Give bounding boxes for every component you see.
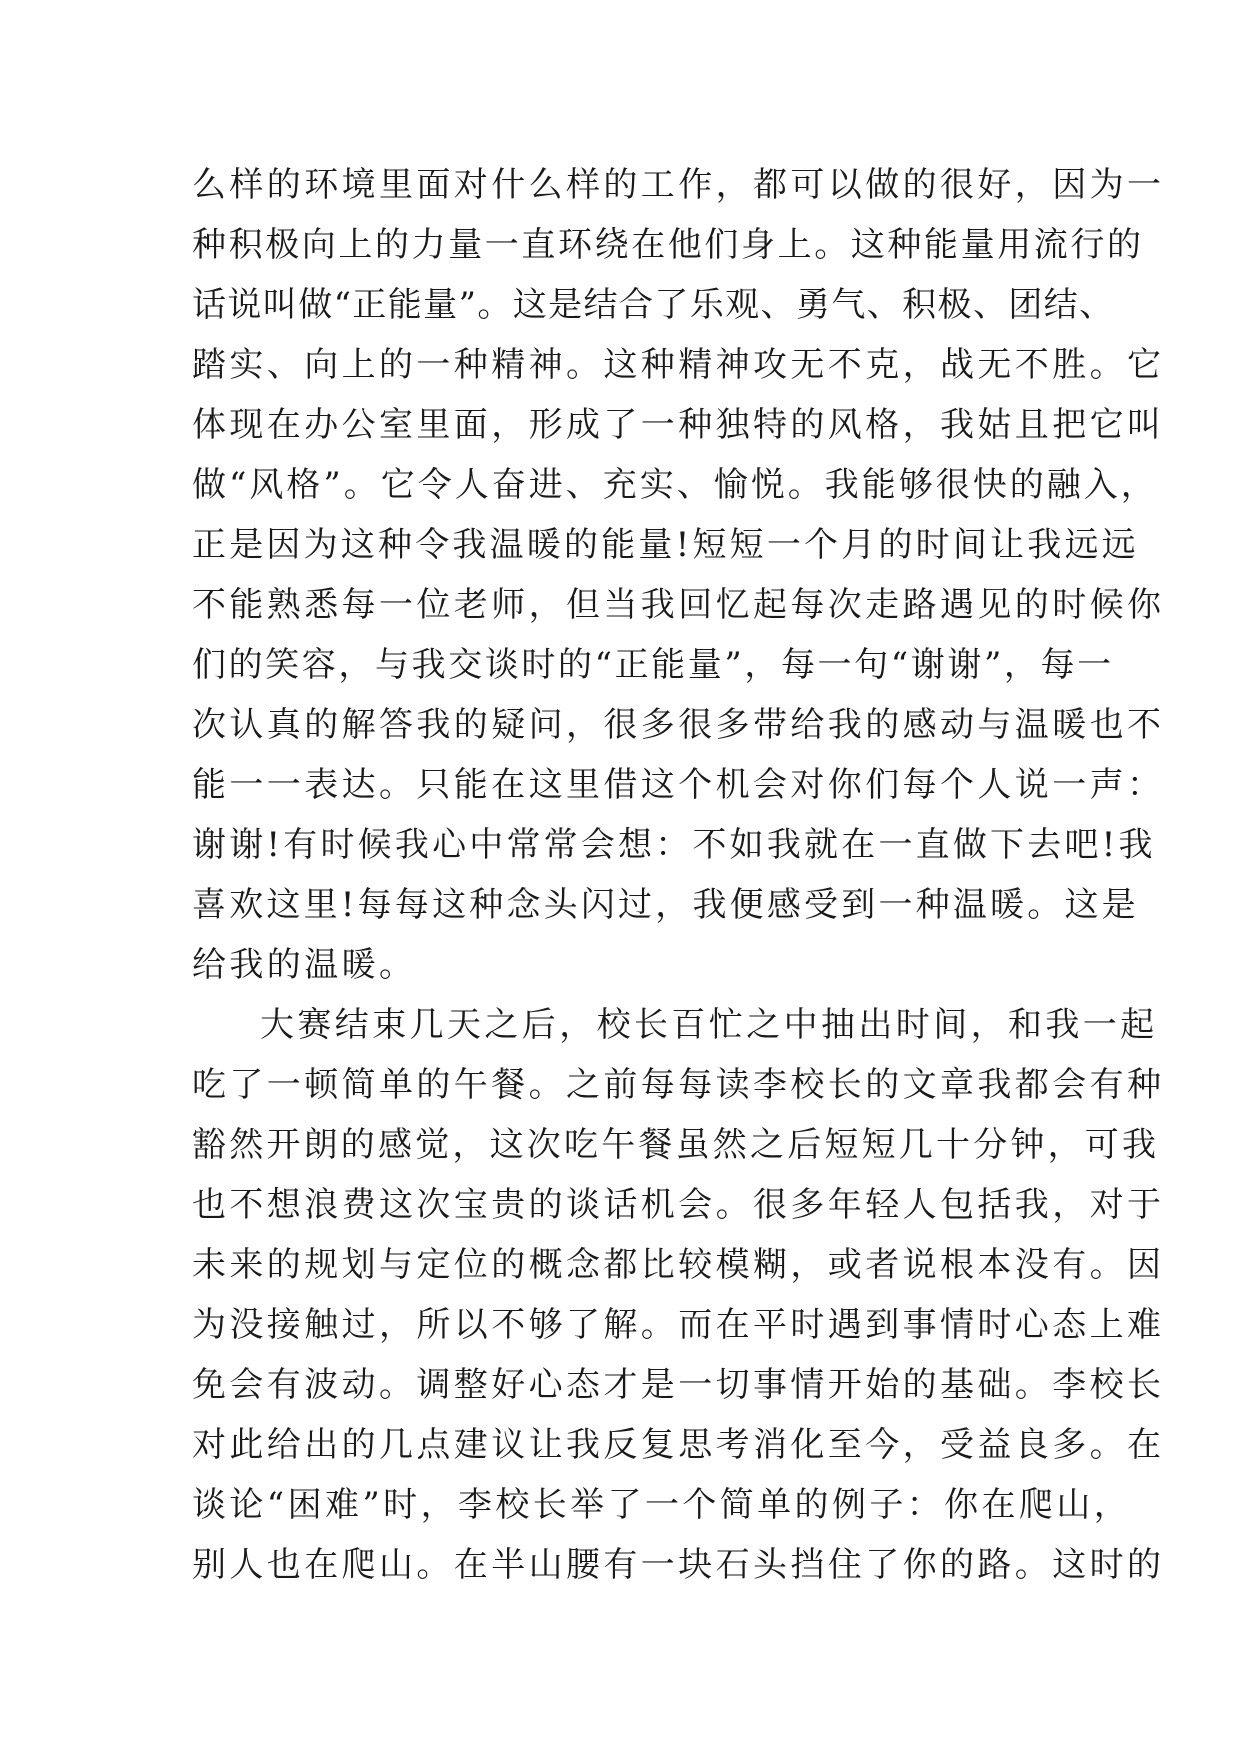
text-line: 免会有波动。调整好心态才是一切事情开始的基础。李校长 (192, 1365, 1165, 1405)
body-text (192, 155, 1165, 1595)
text-line: 正是因为这种令我温暖的能量!短短一个月的时间让我远远 (192, 525, 1139, 565)
text-line: 未来的规划与定位的概念都比较模糊，或者说根本没有。因 (192, 1245, 1165, 1285)
text-line: 喜欢这里!每每这种念头闪过，我便感受到一种温暖。这是 (192, 885, 1139, 925)
text-line: 次认真的解答我的疑问，很多很多带给我的感动与温暖也不 (192, 705, 1165, 745)
text-line: 么样的环境里面对什么样的工作，都可以做的很好，因为一 (192, 165, 1165, 205)
text-line: 话说叫做“正能量”。这是结合了乐观、勇气、积极、团结、 (192, 285, 1115, 325)
text-line: 谢谢!有时候我心中常常会想：不如我就在一直做下去吧!我 (192, 825, 1156, 865)
text-line: 吃了一顿简单的午餐。之前每每读李校长的文章我都会有种 (192, 1065, 1165, 1105)
text-line: 种积极向上的力量一直环绕在他们身上。这种能量用流行的 (192, 225, 1144, 265)
text-line: 谈论“困难”时，李校长举了一个简单的例子：你在爬山， (192, 1485, 1132, 1525)
paragraph-start-line: 大赛结束几天之后，校长百忙之中抽出时间，和我一起 (260, 1005, 1158, 1045)
text-line: 做“风格”。它令人奋进、充实、愉悦。我能够很快的融入， (192, 465, 1158, 505)
text-line: 对此给出的几点建议让我反复思考消化至今，受益良多。在 (192, 1425, 1165, 1465)
text-line: 体现在办公室里面，形成了一种独特的风格，我姑且把它叫 (192, 405, 1165, 445)
text-line: 为没接触过，所以不够了解。而在平时遇到事情时心态上难 (192, 1305, 1165, 1345)
text-line: 们的笑容，与我交谈时的“正能量”，每一句“谢谢”，每一 (192, 645, 1114, 685)
text-line: 给我的温暖。 (192, 945, 417, 985)
text-line: 踏实、向上的一种精神。这种精神攻无不克，战无不胜。它 (192, 345, 1165, 385)
text-line: 能一一表达。只能在这里借这个机会对你们每个人说一声： (192, 765, 1165, 805)
text-line: 也不想浪费这次宝贵的谈话机会。很多年轻人包括我，对于 (192, 1185, 1165, 1225)
text-line: 别人也在爬山。在半山腰有一块石头挡住了你的路。这时的 (192, 1545, 1165, 1585)
text-line: 豁然开朗的感觉，这次吃午餐虽然之后短短几十分钟，可我 (192, 1125, 1160, 1165)
text-line: 不能熟悉每一位老师，但当我回忆起每次走路遇见的时候你 (192, 585, 1165, 625)
